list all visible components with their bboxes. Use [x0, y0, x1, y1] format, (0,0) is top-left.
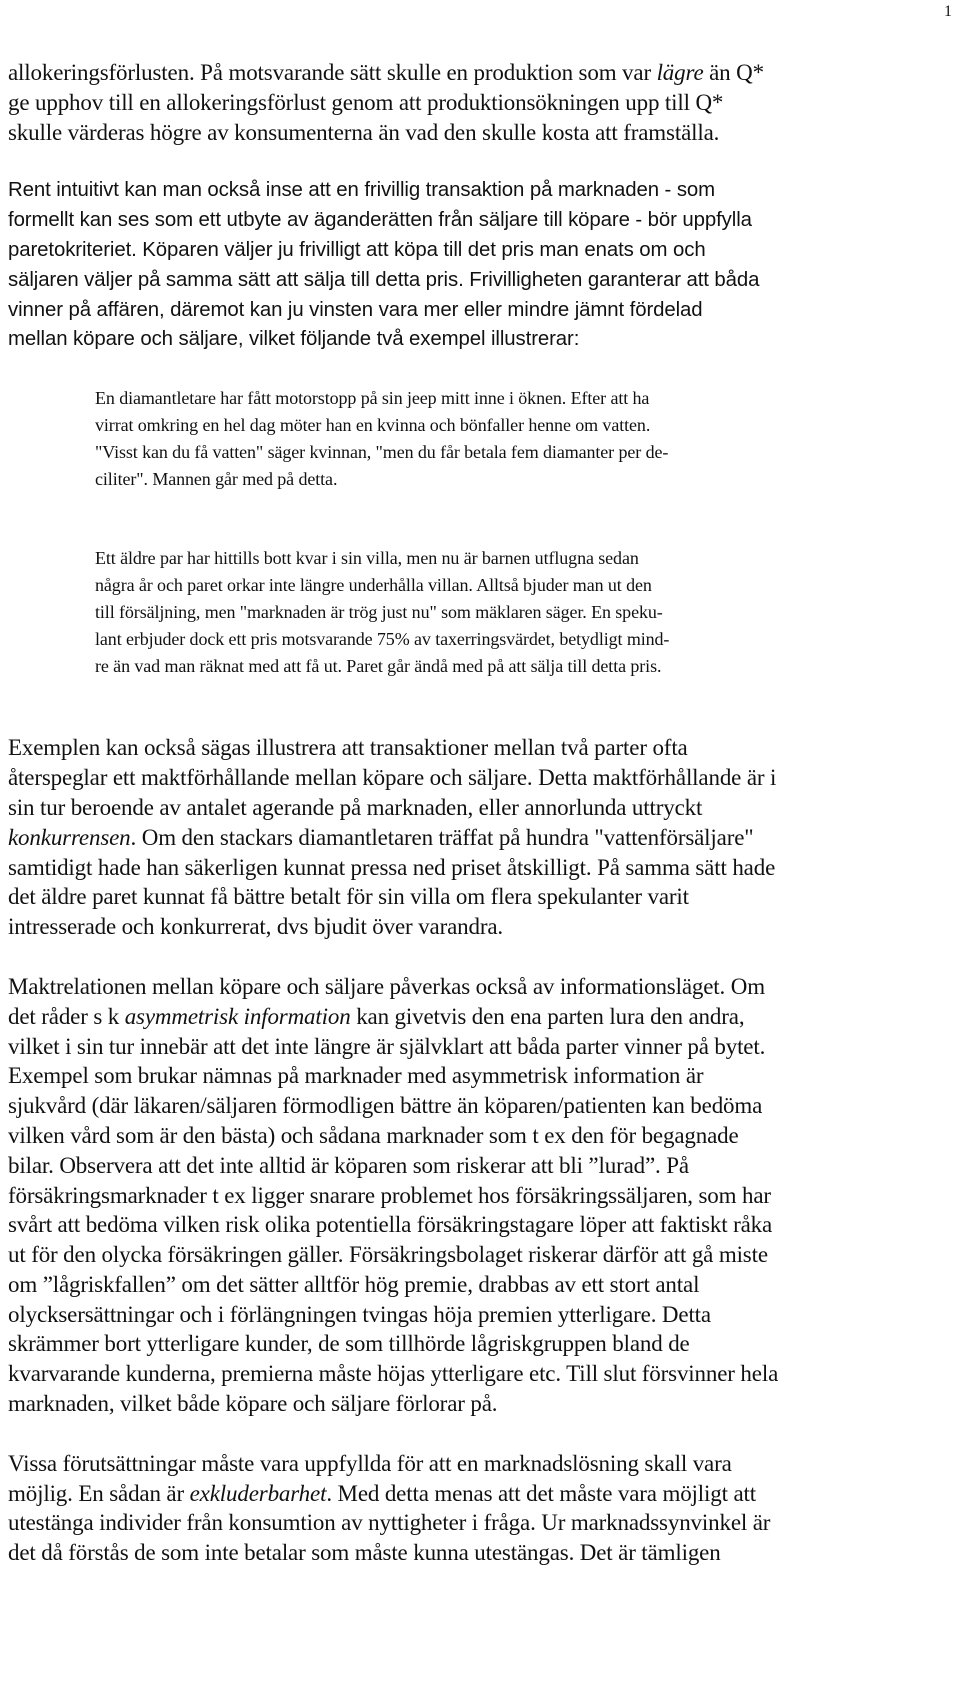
- text-line: skulle värderas högre av konsumenterna än vad den skulle kosta att framställa.: [8, 119, 720, 145]
- text-line: mellan köpare och säljare, vilket följande två exempel illustrerar:: [8, 328, 580, 351]
- text-line: ciliter". Mannen går med på detta.: [95, 468, 338, 489]
- text-line: vilken vård som är den bästa) och sådana marknader som t ex den för begagnade: [8, 1122, 739, 1148]
- paragraph-exkluderbarhet: [8, 1449, 956, 1568]
- emphasis-exkluderbarhet: exkluderbarhet: [189, 1480, 327, 1506]
- text-line: En diamantletare har fått motorstopp på sin jeep mitt inne i öknen. Efter att ha: [95, 388, 650, 409]
- text-line: återspeglar ett maktförhållande mellan köpare och säljare. Detta maktförhållande är i: [8, 765, 777, 791]
- emphasis-lagre: lägre: [656, 60, 704, 85]
- text-line: några år och paret orkar inte längre underhålla villan. Alltså bjuder man ut den: [95, 575, 652, 596]
- text-line: samtidigt hade han säkerligen kunnat pressa ned priset åtskilligt. På samma sätt hade: [8, 854, 776, 880]
- text-line: Maktrelationen mellan köpare och säljare påverkas också av informationsläget. Om: [8, 973, 765, 999]
- text-line: Ett äldre par har hittills bott kvar i sin villa, men nu är barnen utflugna sedan: [95, 548, 639, 569]
- text-line: det då förstås de som inte betalar som måste kunna utestängas. Det är tämligen: [8, 1540, 721, 1566]
- text-line: kvarvarande kunderna, premierna måste höjas ytterligare etc. Till slut försvinner hela: [8, 1361, 779, 1387]
- example-aldre-par: [95, 545, 956, 679]
- text-line: ut för den olycka försäkringen gäller. Försäkringsbolaget riskerar därför att gå miste: [8, 1242, 768, 1268]
- text-line: paretokriteriet. Köparen väljer ju frivilligt att köpa till det pris man enats om och: [8, 238, 706, 261]
- text-line: "Visst kan du få vatten" säger kvinnan, "men du får betala fem diamanter per de-: [95, 441, 669, 462]
- text-line: utestänga individer från konsumtion av nyttigheter i fråga. Ur marknadssynvinkel är: [8, 1510, 771, 1536]
- emphasis-asymmetrisk-information: asymmetrisk information: [124, 1003, 351, 1029]
- text-line: försäkringsmarknader t ex ligger snarare problemet hos försäkringssäljaren, som har: [8, 1182, 771, 1208]
- paragraph-allokeringsforlust: [8, 58, 956, 147]
- paragraph-asymmetrisk-information: [8, 972, 956, 1419]
- text-line: säljaren väljer på samma sätt att sälja till detta pris. Frivilligheten garanterar att båda: [8, 268, 760, 291]
- text-line: vinner på affären, däremot kan ju vinsten vara mer eller mindre jämnt fördelad: [8, 298, 703, 321]
- text-line: Vissa förutsättningar måste vara uppfyllda för att en marknadslösning skall vara: [8, 1450, 732, 1476]
- text-line: allokeringsförlusten. På motsvarande sätt skulle en produktion som var lägre än Q*: [8, 60, 764, 85]
- document-page: [8, 58, 956, 1568]
- text-line: olycksersättningar och i förlängningen tvingas höja premien ytterligare. Detta: [8, 1301, 711, 1327]
- text-line: svårt att bedöma vilken risk olika potentiella försäkringstagare löper att faktiskt råka: [8, 1212, 773, 1238]
- example-diamantletare: [95, 385, 956, 492]
- text-line: intresserade och konkurrerat, dvs bjudit över varandra.: [8, 914, 504, 940]
- text-line: möjlig. En sådan är exkluderbarhet. Med detta menas att det måste vara möjligt att: [8, 1480, 756, 1506]
- text-line: Rent intuitivt kan man också inse att en frivillig transaktion på marknaden - som: [8, 179, 716, 202]
- text-line: Exempel som brukar nämnas på marknader med asymmetrisk information är: [8, 1063, 704, 1089]
- text-line: skrämmer bort ytterligare kunder, de som tillhörde lågriskgruppen bland de: [8, 1331, 690, 1357]
- text-line: det äldre paret kunnat få bättre betalt för sin villa om flera spekulanter varit: [8, 884, 689, 910]
- text-line: sin tur beroende av antalet agerande på marknaden, eller annorlunda uttryckt: [8, 794, 703, 820]
- emphasis-konkurrensen: konkurrensen: [8, 824, 131, 850]
- text-line: om ”lågriskfallen” om det sätter alltför hög premie, drabbas av ett stort antal: [8, 1271, 700, 1297]
- text-line: sjukvård (där läkaren/säljaren förmodligen bättre än köparen/patienten kan bedöma: [8, 1093, 763, 1119]
- page-number: 1: [944, 3, 952, 20]
- text-line: konkurrensen. Om den stackars diamantletaren träffat på hundra "vattenförsäljare": [8, 824, 754, 850]
- paragraph-frivillig-transaktion: [8, 176, 956, 355]
- text-line: marknaden, vilket både köpare och säljare förlorar på.: [8, 1391, 498, 1417]
- text-line: Exemplen kan också sägas illustrera att transaktioner mellan två parter ofta: [8, 735, 688, 761]
- text-line: re än vad man räknat med att få ut. Paret går ändå med på att sälja till detta pris.: [95, 655, 662, 676]
- text-line: lant erbjuder dock ett pris motsvarande 75% av taxerringsvärdet, betydligt mind-: [95, 628, 670, 649]
- text-line: till försäljning, men "marknaden är trög just nu" som mäklaren säger. En speku-: [95, 601, 663, 622]
- text-line: virrat omkring en hel dag möter han en kvinna och bönfaller henne om vatten.: [95, 414, 651, 435]
- text-line: bilar. Observera att det inte alltid är köparen som riskerar att bli ”lurad”. På: [8, 1152, 689, 1178]
- text-line: vilket i sin tur innebär att det inte längre är självklart att båda parter vinner på bytet.: [8, 1033, 766, 1059]
- paragraph-maktforhallande: [8, 733, 956, 942]
- text-line: formellt kan ses som ett utbyte av äganderätten från säljare till köpare - bör uppfylla: [8, 209, 752, 232]
- text-line: det råder s k asymmetrisk information kan givetvis den ena parten lura den andra,: [8, 1003, 745, 1029]
- text-line: ge upphov till en allokeringsförlust genom att produktionsökningen upp till Q*: [8, 89, 724, 115]
